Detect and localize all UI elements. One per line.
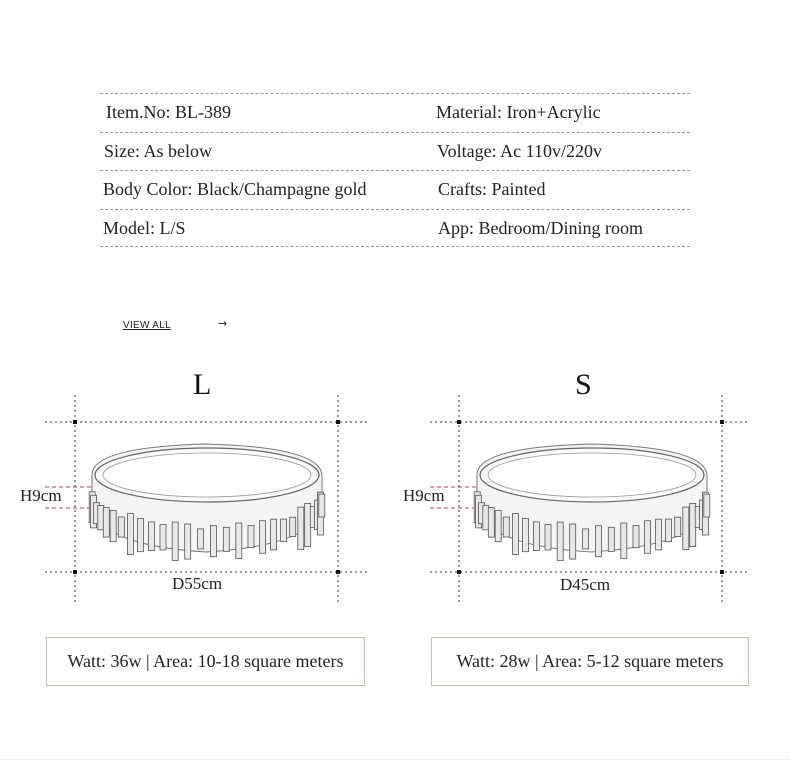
lamp-rim-bar xyxy=(210,526,216,557)
size-label-small: S xyxy=(575,368,592,401)
size-label-large: L xyxy=(193,368,212,401)
spec-body-color: Body Color: Black/Champagne gold xyxy=(103,179,367,199)
lamp-rim-bar xyxy=(160,525,166,550)
lamp-rim-bar xyxy=(545,525,551,550)
lamp-rim-bar xyxy=(557,522,563,560)
lamp-rim-bar xyxy=(281,519,287,542)
lamp-rim-bar xyxy=(495,511,501,542)
lamp-rim-bar xyxy=(118,517,124,537)
diameter-label-small: D45cm xyxy=(560,575,611,594)
lamp-rim-bar xyxy=(198,529,204,549)
lamp-rim-bar xyxy=(645,521,651,554)
lamp-rim-bar xyxy=(110,511,116,542)
watt-box-small: Watt: 28w | Area: 5-12 square meters xyxy=(431,637,749,686)
lamp-rim-bar xyxy=(127,514,133,555)
lamp-rim-bar xyxy=(148,522,154,551)
lamp-rim-bar xyxy=(248,526,254,548)
arrow-right-icon[interactable]: → xyxy=(218,317,228,330)
spec-model: Model: L/S xyxy=(103,217,186,238)
lamp-rim-bar xyxy=(298,507,304,549)
lamp-rim-bar xyxy=(138,518,144,551)
view-all-link[interactable]: VIEW ALL xyxy=(123,320,171,331)
lamp-rim-bar xyxy=(319,494,325,517)
lamp-rim-bar xyxy=(488,508,494,537)
spec-item-no: Item.No: BL-389 xyxy=(106,102,231,122)
lamp-rim-bar xyxy=(656,519,662,550)
watt-box-large: Watt: 36w | Area: 10-18 square meters xyxy=(46,637,365,686)
lamp-rim-bar xyxy=(271,519,277,550)
lamp-rim-bar xyxy=(236,523,242,559)
lamp-rim-bar xyxy=(172,522,178,560)
lamp-rim-bar xyxy=(583,529,589,549)
spec-row xyxy=(100,209,690,248)
lamp-rim-bar xyxy=(512,514,518,555)
lamp-rim-bar xyxy=(98,506,104,530)
lamp-rim-bar xyxy=(223,527,229,551)
page-divider xyxy=(0,759,790,760)
lamp-rim-bar xyxy=(523,518,529,551)
spec-crafts: Crafts: Painted xyxy=(438,179,546,199)
lamp-rim-bar xyxy=(690,503,696,546)
lamp-rim-bar xyxy=(503,517,509,537)
spec-size: Size: As below xyxy=(104,140,212,161)
spec-material: Material: Iron+Acrylic xyxy=(436,102,601,122)
lamp-rim-bar xyxy=(103,508,109,537)
lamp-rim-bar xyxy=(483,506,489,530)
height-label-small: H9cm xyxy=(403,486,445,505)
lamp-rim-bar xyxy=(533,522,539,551)
lamp-rim-bar xyxy=(290,517,296,536)
lamp-rim-bar xyxy=(683,507,689,549)
lamp-rim-bar xyxy=(621,523,627,559)
lamp-rim-bar xyxy=(666,519,672,542)
spec-row xyxy=(100,132,690,171)
lamp-rim-bar xyxy=(608,527,614,551)
lamp-rim-bar xyxy=(570,524,576,559)
lamp-rim-bar xyxy=(185,524,191,559)
lamp-rim-bar xyxy=(260,521,266,554)
diameter-label-large: D55cm xyxy=(172,574,223,593)
lamp-rim-bar xyxy=(633,526,639,548)
lamp-rim-bar xyxy=(595,526,601,557)
spec-row xyxy=(100,170,690,209)
spec-row xyxy=(100,93,690,132)
spec-app: App: Bedroom/Dining room xyxy=(438,217,643,238)
lamp-rim-bar xyxy=(675,517,681,536)
spec-voltage: Voltage: Ac 110v/220v xyxy=(437,140,602,161)
lamp-rim-bar xyxy=(704,494,710,517)
spec-table xyxy=(100,93,690,247)
height-label-large: H9cm xyxy=(20,486,62,505)
